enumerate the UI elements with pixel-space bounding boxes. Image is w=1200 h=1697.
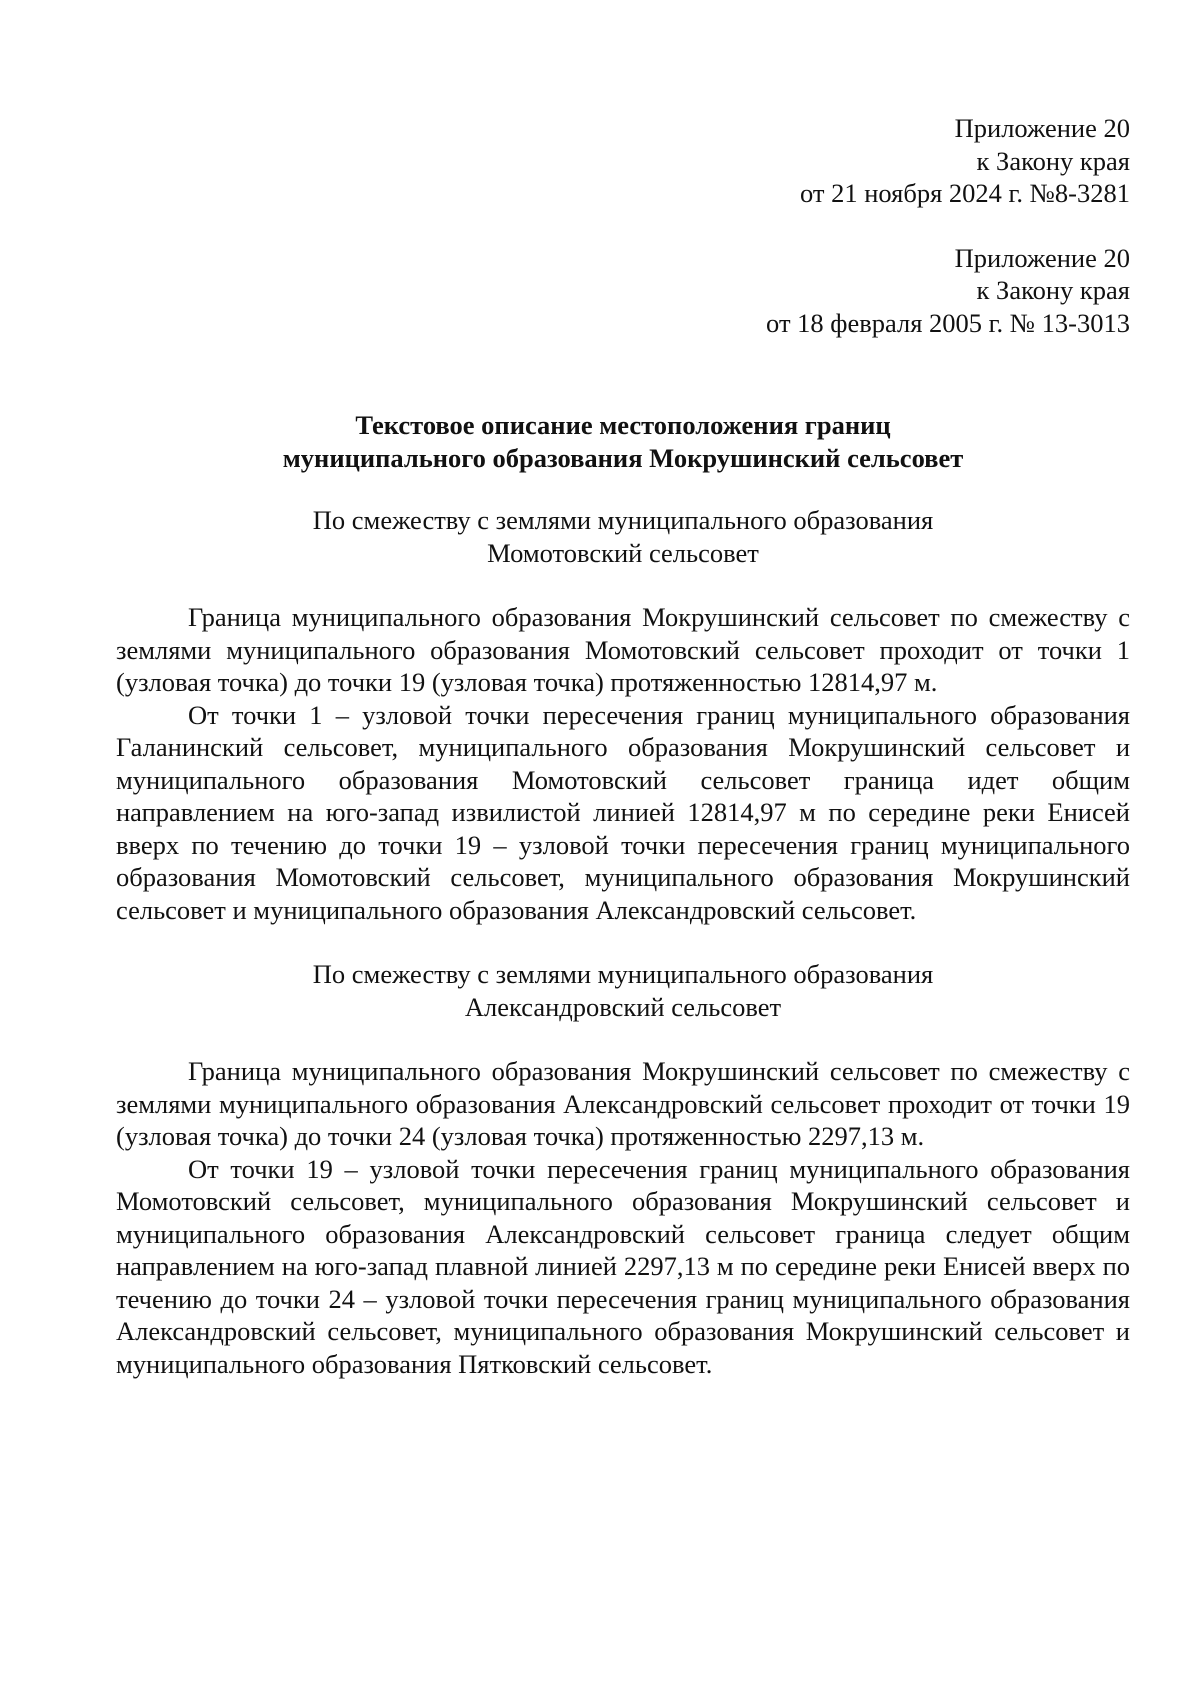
appendix-number: Приложение 20 [954,113,1130,143]
appendix-header-current [116,112,1130,210]
section-heading [116,958,1130,1023]
appendix-number: Приложение 20 [954,242,1130,273]
section-aleksandrovsky [116,958,1130,1380]
paragraph: От точки 1 – узловой точки пересечения границ муниципального образования Галанинский сельсовет, муниципального образования Мокрушинский сельсовет и муниципального образования Момотовский сельсовет граница идет общим направлением на юго-запад извилистой линией 12814,97 м по середине реки Енисей вверх по течению до точки 19 – узловой точки пересечения границ муниципального образования Момотовский сельсовет, муниципального образования Мокрушинский сельсовет и муниципального образования Александровский сельсовет. [116,699,1130,925]
section-heading-line: По смежеству с землями муниципального образования [312,505,934,535]
document-title [116,409,1130,474]
paragraph: От точки 19 – узловой точки пересечения границ муниципального образования Момотовский сельсовет, муниципального образования Мокрушинский сельсовет и муниципального образования Александровский сельсовет граница следует общим направлением на юго-запад плавной линией 2297,13 м по середине реки Енисей вверх по течению до точки 24 – узловой точки пересечения границ муниципального образования Александровский сельсовет, муниципального образования Мокрушинский сельсовет и муниципального образования Пятковский сельсовет. [116,1153,1130,1379]
section-heading [116,504,1130,569]
appendix-date: от 18 февраля 2005 г. № 13-3013 [766,307,1130,338]
title-line: муниципального образования Мокрушинский сельсовет [282,442,964,473]
paragraph: Граница муниципального образования Мокрушинский сельсовет по смежеству с землями муниципального образования Александровский сельсовет проходит от точки 19 (узловая точка) до точки 24 (узловая точка) протяженностью 2297,13 м. [116,1056,1130,1151]
appendix-header-original [116,242,1130,340]
paragraph: Граница муниципального образования Мокрушинский сельсовет по смежеству с землями муниципального образования Момотовский сельсовет проходит от точки 1 (узловая точка) до точки 19 (узловая точка) протяженностью 12814,97 м. [116,602,1130,697]
appendix-law-ref: к Закону края [976,145,1130,176]
section-heading-line: Александровский сельсовет [464,991,782,1022]
document-content [116,112,1130,1380]
section-heading-line: По смежеству с землями муниципального образования [312,959,934,989]
title-line: Текстовое описание местоположения границ [355,410,891,440]
appendix-law-ref: к Закону края [976,275,1130,305]
section-momotovsky [116,504,1130,926]
section-heading-line: Момотовский сельсовет [487,537,759,568]
appendix-date: от 21 ноября 2024 г. №8-3281 [799,178,1130,208]
